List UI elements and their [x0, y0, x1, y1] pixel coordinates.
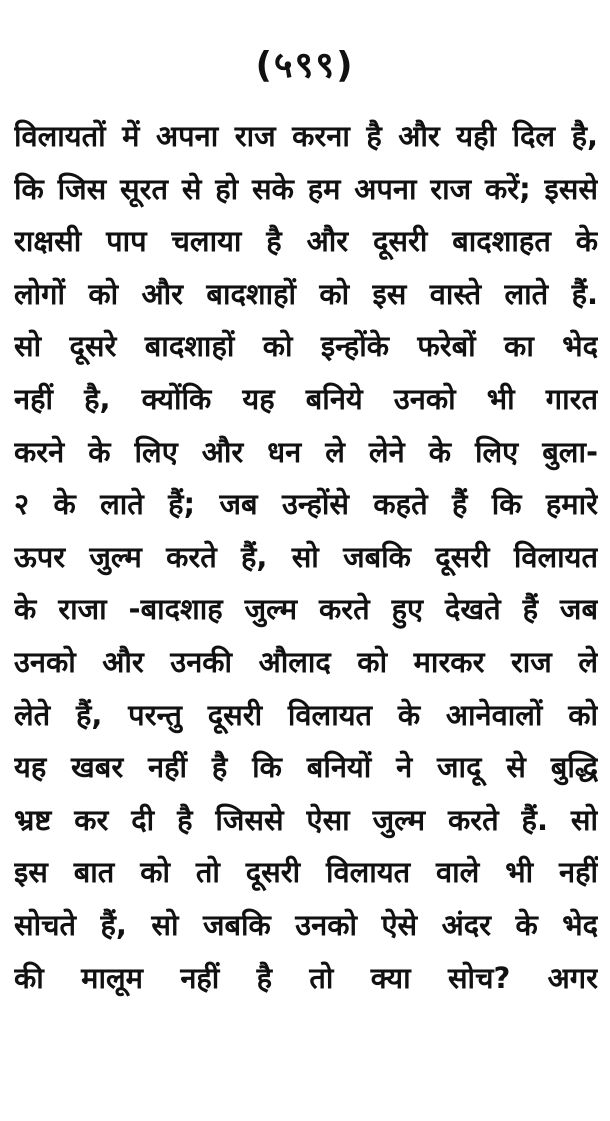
text-line: उनको और उनकी औलाद को मारकर राज ले	[14, 644, 598, 679]
text-line: सो दूसरे बादशाहों को इन्होंके फरेबों का भेद	[14, 329, 598, 364]
text-line: ऊपर जुल्म करते हैं, सो जबकि दूसरी विलायत	[14, 539, 598, 574]
text-line: यह खबर नहीं है कि बनियों ने जादू से बुद्धि	[14, 750, 598, 785]
text-line: कि जिस सूरत से हो सके हम अपना राज करें; इससे	[14, 171, 598, 206]
page-number: (५९९)	[255, 45, 355, 86]
text-line: लोगों को और बादशाहों को इस वास्ते लाते हैं.	[14, 276, 598, 311]
text-line: के राजा -बादशाह जुल्म करते हुए देखते हैं जब	[14, 592, 598, 627]
text-line: इस बात को तो दूसरी विलायत वाले भी नहीं	[14, 855, 598, 890]
text-line: सोचते हैं, सो जबकि उनको ऐसे अंदर के भेद	[14, 907, 598, 942]
text-line: की मालूम नहीं है तो क्या सोच? अगर	[14, 960, 598, 995]
body-text	[14, 110, 598, 1004]
text-line: भ्रष्ट कर दी है जिससे ऐसा जुल्म करते हैं. सो	[14, 802, 598, 837]
text-line: नहीं है, क्योंकि यह बनिये उनको भी गारत	[14, 381, 598, 416]
text-line: करने के लिए और धन ले लेने के लिए बुला-	[14, 434, 598, 469]
text-line: लेते हैं, परन्तु दूसरी विलायत के आनेवालों को	[14, 697, 598, 732]
text-line: २ के लाते हैं; जब उन्होंसे कहते हैं कि हमारे	[14, 487, 598, 522]
text-line: राक्षसी पाप चलाया है और दूसरी बादशाहत के	[14, 224, 598, 259]
text-line: विलायतों में अपना राज करना है और यही दिल है,	[14, 119, 598, 153]
